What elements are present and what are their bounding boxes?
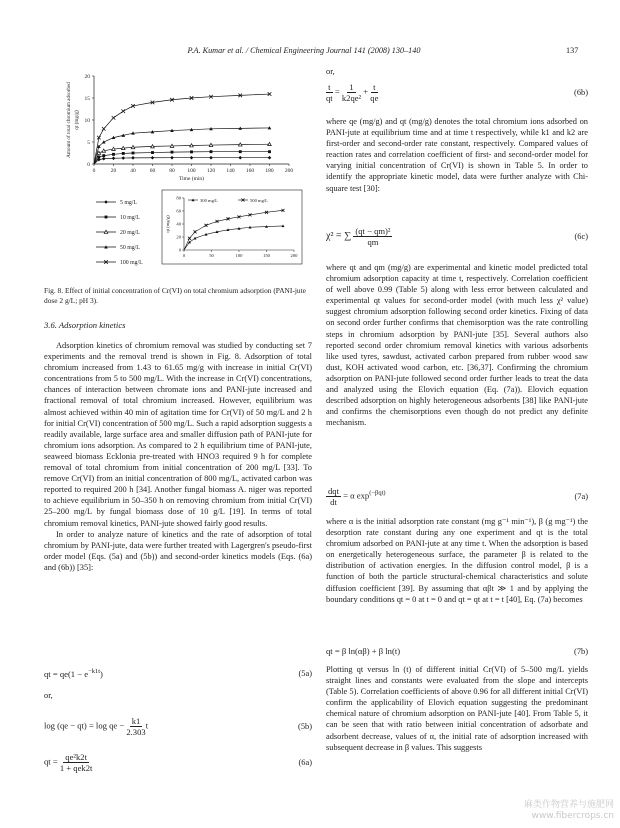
data-point-square — [102, 154, 105, 157]
frac-den: 1 + qek2t — [59, 763, 93, 773]
y-axis-unit: qt (mg/g) — [74, 110, 80, 130]
x-tick-label: 120 — [206, 168, 216, 174]
data-point-diamond — [112, 156, 116, 160]
inset-x-tick-label: 150 — [263, 253, 270, 258]
eq7a-exponent: (−βqt) — [369, 489, 386, 497]
data-point-triangle-open — [190, 144, 194, 147]
paragraph: In order to analyze nature of kinetics and the rate of adsorption of total chromium by PANI-jute, data were further treated with Lagergren's pseudo-first order model (Eqs. (5a) and (5b)) and second-order kinetics models (Eqs. (6a) and (6b)) [35]: — [44, 529, 312, 572]
y-axis-label: Amount of total chromium adsorbed — [66, 82, 72, 158]
section-title: 3.6. Adsorption kinetics — [44, 320, 126, 330]
equation-7a — [326, 486, 588, 507]
data-point-square — [190, 150, 193, 153]
data-point-triangle-open — [209, 143, 213, 146]
data-point-triangle-open — [268, 142, 272, 145]
equation-number: (5b) — [298, 722, 312, 731]
figure-caption: Fig. 8. Effect of initial concentration of Cr(VI) on total chromium adsorption (PANI-jute dose 2 g/L; pH 3). — [44, 286, 306, 305]
paragraph: where qt and qm (mg/g) are experimental and kinetic model predicted total chromium adsorption capacity at time t, respectively. Correlation coefficient of well above 0.99 (Table 5) along with less error between calculated and experimental qt values for second-order model (with much less χ² value) suggest chromium adsorption following second order kinetics. Fixing of data on second order further confirms that chemisorption was the rate controlling steps in chromium adsorption by PANI-jute [35]. Several authors also reported second order chromium removal kinetics with various adsorbents like used tyres, sawdust, activated carbon prepared from rubber wood saw dust, KOH activated wood carbon, etc. [36,37]. Confirming the chromium adsorption on PANI-jute followed second order further leads to treat the data and analyzed using the Elovich equation (Eq. (7a)). Elovich equation described adsorption on highly heterogeneous adsorbents [38] like PANI-jute and confirms the chemisorptions even though do not predict any definite mechanism. — [326, 263, 588, 428]
frac-num: 1 — [349, 82, 354, 92]
series-line — [94, 144, 270, 164]
eq5a-close: ) — [100, 668, 103, 679]
equation-number: (5a) — [298, 668, 312, 678]
y-tick-label: 5 — [87, 140, 90, 146]
data-point-diamond — [268, 156, 272, 160]
data-point-triangle-open — [121, 146, 125, 149]
eq6b-frac-3 — [370, 82, 378, 103]
x-tick-label: 40 — [130, 168, 136, 174]
figure-8-svg — [44, 66, 304, 292]
inset-x-tick-label: 200 — [290, 253, 298, 258]
inset-x-tick-label: 0 — [182, 253, 186, 258]
eq5b-lhs: log (qe − qt) = log qe − — [44, 720, 125, 731]
data-point-triangle-open — [151, 145, 155, 148]
data-point-square — [210, 150, 213, 153]
data-point-square — [171, 151, 174, 154]
eq6b-frac-1 — [326, 82, 333, 103]
x-tick-label: 80 — [169, 168, 175, 174]
eq6c-fraction — [353, 226, 392, 247]
frac-den: qm — [367, 237, 379, 247]
frac-den: dt — [330, 497, 337, 507]
watermark — [524, 800, 614, 822]
equation-number: (6a) — [298, 758, 312, 767]
eq7a-rhs: = α exp — [343, 490, 370, 501]
eq7a-fraction — [326, 486, 341, 507]
eq6c-lhs: χ² = ∑ — [326, 230, 352, 242]
eq6a-fraction — [60, 752, 93, 773]
right-column-part-4 — [326, 664, 588, 753]
frac-num: k1 — [131, 716, 141, 726]
data-point-square — [112, 153, 115, 156]
inset-y-tick-label: 40 — [176, 221, 181, 227]
equation-5b — [44, 716, 312, 737]
equation-6c — [326, 226, 588, 247]
equation-7b — [326, 646, 588, 656]
data-point-triangle-open — [102, 149, 106, 152]
frac-num: (qt − qm)² — [355, 226, 391, 236]
equation-number: (7b) — [574, 646, 588, 656]
data-point-square — [132, 152, 135, 155]
watermark-line: 麻类作物营养与施肥网 — [523, 800, 614, 810]
data-point-diamond — [104, 200, 108, 204]
paragraph: Plotting qt versus ln (t) of different initial Cr(VI) of 5–500 mg/L yields straight lines and constants were evaluated from the slope and intercepts (Table 5). Correlation coefficients of above 0.96 for all different initial Cr(VI) confirm the applicability of Elovich equation suggesting the predominant chemical nature of chromium adsorption on PANI-jute [40]. From Table 5, it can be seen that with ratio between initial concentration of adsorbate and adsorbent decrease, values of α, the initial rate of adsorption increased with subsequent decrease in β values. This suggests — [326, 665, 588, 752]
equation-6b: $\frac{t}{qt}$ = $\frac{1}{\text{k2qe²}}$ + $\frac{t}{qe}$ (6b) — [326, 82, 588, 103]
data-point-diamond — [151, 156, 155, 160]
data-point-diamond — [102, 157, 106, 161]
data-point-triangle — [102, 140, 106, 143]
equation-number: (6c) — [574, 232, 588, 241]
inset-legend-label: 300 mg/L — [200, 197, 218, 203]
watermark-line: www.fibercrops.cn — [531, 811, 614, 821]
data-point-triangle-open — [104, 230, 108, 233]
right-column-part-1 — [326, 116, 588, 194]
or-text: or, — [44, 691, 53, 700]
frac-den: k2qe² — [341, 93, 362, 103]
right-column-part-2 — [326, 262, 588, 428]
eq5a-exponent: −k1t — [88, 668, 101, 675]
data-point-diamond — [121, 156, 125, 160]
data-point-square — [239, 150, 242, 153]
frac-den: qt — [326, 93, 333, 103]
inset-y-tick-label: 80 — [176, 195, 181, 201]
frac-num: dqt — [328, 486, 339, 496]
legend-label: 5 mg/L — [120, 200, 137, 206]
data-point-square — [151, 151, 154, 154]
equation-6a — [44, 752, 312, 773]
eq5b-fraction — [126, 716, 145, 737]
eq6b-frac-2 — [342, 82, 361, 103]
equation-number: (6b) — [574, 88, 588, 97]
running-header: P.A. Kumar et al. / Chemical Engineering Journal 141 (2008) 130–140 — [187, 46, 421, 55]
series-line — [94, 158, 270, 164]
or-text: or, — [326, 67, 335, 76]
y-tick-label: 0 — [87, 162, 90, 168]
inset-y-tick-label: 0 — [178, 247, 181, 253]
left-column — [44, 340, 312, 573]
data-point-diamond — [209, 156, 213, 160]
paragraph: Adsorption kinetics of chromium removal was studied by conducting set 7 experiments and the removal trend is shown in Fig. 8. Adsorption of total chromium increased from 1.43 to 61.65 mg/g with increase in initial Cr(VI) concentrations from 5 to 500 mg/L. With the increase in Cr(VI) concentrations, chances of interaction between chromate ions and PANI-jute increased and fractional removal of total chromium increased. However, equilibrium was almost achieved within 40 min of agitation time for Cr(VI) of 50 mg/L and 2 h for initial Cr(VI) concentration of 500 mg/L. Such a rapid adsorption suggests a readily available, large surface area and smaller diffusion path of PANI-jute for chromium ions adsorption. As compared to 2 h equilibrium time of PANI-jute, seaweed biomass Ecklonia pre-treated with HNO3 required 9 h for complete removal of total chromium from initial concentration of 200 mg/L [33]. To remove Cr(VI) from an initial concentration of 800 mg/L, activated carbon was reported to required 200 h [34]. Another fungal biomass A. niger was reported to achieve equilibrium in 50–350 h on removing chromium from initial Cr(VI) 25–200 mg/L by fungal biomass dose of 10 g/L [19]. In terms of total chromium removal kinetics, PANI-jute showed fairly good results. — [44, 341, 312, 528]
data-point-triangle-open — [112, 147, 116, 150]
x-tick-label: 20 — [110, 168, 117, 174]
inset-legend-label: 500 mg/L — [250, 197, 268, 203]
y-tick-label: 20 — [84, 74, 90, 80]
x-tick-label: 0 — [92, 168, 96, 174]
x-tick-label: 160 — [245, 168, 255, 174]
data-point-square — [105, 216, 108, 219]
x-tick-label: 140 — [226, 168, 235, 174]
data-point-diamond — [238, 156, 242, 160]
x-tick-label: 200 — [284, 168, 294, 174]
frac-num: t — [373, 82, 376, 92]
page-number: 137 — [566, 46, 579, 55]
right-column-part-3 — [326, 516, 588, 605]
x-tick-label: 100 — [187, 168, 196, 174]
eq5b-rhs: t — [145, 720, 149, 731]
y-tick-label: 15 — [84, 96, 90, 102]
equation-number: (7a) — [574, 492, 588, 501]
paragraph: where qe (mg/g) and qt (mg/g) denotes the total chromium ions adsorbed on PANI-jute at equilibrium time and at time t respectively, while k1 and k2 are first-order and second-order rate constant, respectively. Compared values of reaction rates and correlation coefficient of first- and second-order model for varying initial concentration of Cr(VI) is shown in Table 5. In order to identify the appropriate kinetic model, data were further analyze with Chi-square test [30]: — [326, 117, 588, 193]
data-point-triangle-open — [238, 143, 242, 146]
x-tick-label: 180 — [265, 168, 274, 174]
legend-label: 10 mg/L — [120, 215, 140, 221]
inset-x-tick-label: 100 — [235, 253, 243, 258]
data-point-diamond — [131, 156, 135, 160]
data-point-triangle-open — [170, 144, 174, 147]
data-point-square — [268, 150, 271, 153]
frac-den: 2.303 — [126, 727, 146, 737]
frac-den: qe — [370, 93, 379, 103]
data-point-triangle-open — [131, 145, 135, 148]
y-tick-label: 10 — [84, 118, 90, 124]
legend-label: 50 mg/L — [120, 245, 140, 251]
figure-8 — [44, 66, 304, 292]
data-point-diamond — [190, 156, 194, 160]
inset-y-axis-label: qt (mg/g) — [165, 215, 170, 233]
eq5a-body: qt = qe(1 − e — [44, 668, 89, 679]
x-axis-label: Time (min) — [178, 176, 205, 182]
data-point-square — [122, 152, 125, 155]
x-tick-label: 60 — [149, 168, 156, 174]
data-point-diamond — [170, 156, 174, 160]
eq7b-body: qt = β ln(αβ) + β ln(t) — [326, 646, 401, 656]
legend-label: 100 mg/L — [120, 260, 143, 266]
inset-y-tick-label: 20 — [176, 234, 181, 240]
inset-x-tick-label: 50 — [209, 253, 214, 258]
frac-num: qe²k2t — [65, 752, 87, 762]
inset-y-tick-label: 60 — [176, 208, 181, 214]
eq6a-lhs: qt = — [44, 756, 58, 767]
legend-label: 20 mg/L — [120, 230, 140, 236]
paragraph: where α is the initial adsorption rate constant (mg g⁻¹ min⁻¹), β (g mg⁻¹) the desorption rate constant during any one experiment and qt is the total chromium adsorbed on PANI-jute at any time t. When the adsorption is based on energetically heterogeneous surface, the parameter β is related to the distribution of activation energies. In the diffusion control model, β is a function of both the particle structural-chemical characteristics and solute diffusion coefficient [39]. By assuming that αβt ≫ 1 and by applying the boundary conditions qt = 0 at t = 0 and qt = qt at t = t [40], Eq. (7a) becomes — [326, 517, 588, 604]
frac-num: t — [328, 82, 331, 92]
equation-5a — [44, 668, 312, 679]
